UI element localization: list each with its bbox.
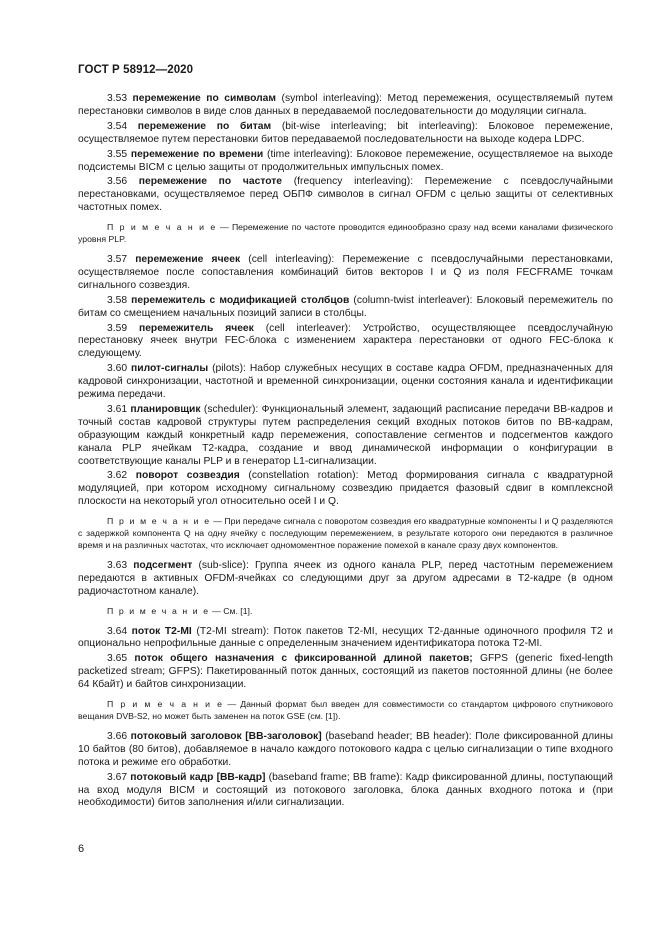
definition-entry: 3.66 потоковый заголовок [BB-заголовок] (baseband header; BB header): Поле фиксированной длины 10 байтов (80 битов), добавляемое в начало каждого потокового кадра с целью сигнализации о типе входного потока и режиме его обработки. bbox=[78, 730, 614, 768]
definition-entry: 3.65 поток общего назначения с фиксированной длиной пакетов; GFPS (generic fixed-length packetized stream; GFPS): Пакетированный поток данных, состоящий из пакетов постоянной длины (не более 64 Кбайт) и байтов синхронизации. bbox=[78, 653, 613, 691]
definition-entry: 3.58 перемежитель с модификацией столбцов (column-twist interleaver): Блоковый перемежитель по битам со смещением начальных позиций записи в столбцы. bbox=[78, 294, 613, 319]
note: П р и м е ч а н и е — При передаче сигнала с поворотом созвездия его квадратурные компоненты I и Q разделяются с задержкой компонента Q на одну ячейку с последующим перемежением, в результате которого они передаются в различное время и на различных частотах, что исключает одномоментное поражение помехой в канале сразу двух компонентов. bbox=[78, 516, 613, 550]
definition-entry: 3.64 поток T2-MI (T2-MI stream): Поток пакетов T2-MI, несущих Т2-данные одиночного профиля Т2 и опционально непрофильные данные с определенным значением идентификатора потока Т2-MI. bbox=[78, 625, 613, 650]
note: П р и м е ч а н и е — Перемежение по частоте проводится единообразно сразу над всеми каналами физического уровня PLP. bbox=[78, 222, 613, 245]
definition-entry: 3.57 перемежение ячеек (cell interleaving): Перемежение с псевдослучайными перестановками, осуществляемое после сопоставления комбинаций битов векторов I и Q из поля FECFRAME точкам сигнального созвездия. bbox=[78, 253, 613, 291]
page-number: 6 bbox=[78, 843, 85, 855]
document-header: ГОСТ Р 58912—2020 bbox=[78, 64, 194, 76]
definition-entry: 3.60 пилот-сигналы (pilots): Набор служебных несущих в составе кадра OFDM, предназначенных для кадровой синхронизации, частотной и временной синхронизации, оценки состояния канала и идентификации режима передачи. bbox=[78, 363, 613, 401]
definition-entry: 3.59 перемежитель ячеек (cell interleaver): Устройство, осуществляющее псевдослучайную перестановку ячеек внутри FEC-блока с изменением характера перестановки от одного FEC-блока к следующему. bbox=[78, 322, 613, 360]
note: П р и м е ч а н и е — См. [1]. bbox=[107, 605, 253, 616]
definition-entry: 3.61 планировщик (scheduler): Функциональный элемент, задающий расписание передачи BB-кадров и точный состав кадровой структуры путем распределения секций входных потоков битов по BB-кадрам, образующим каждый конкретный кадр перемежения, сопоставление сегментов и подсегментов каждого канала PLP ячейкам Т2-кадра, создание и ввод динамической информации о конфигурации в соответствующие каналы PLP и в генератор L1-сигнализации. bbox=[78, 403, 613, 467]
document-body bbox=[78, 93, 613, 812]
definition-entry: 3.56 перемежение по частоте (frequency interleaving): Перемежение с псевдослучайными перестановками, осуществляемое перед ОБПФ символов в сигнал OFDM с целью защиты от селективных частотных помех. bbox=[78, 176, 613, 214]
definition-entry: 3.53 перемежение по символам (symbol interleaving): Метод перемежения, осуществляемый путем перестановки символов в виде слов данных в передаваемой последовательности до модуляции сигнала. bbox=[78, 93, 613, 117]
definition-entry: 3.62 поворот созвездия (constellation rotation): Метод формирования сигнала с квадратурной модуляцией, при котором исходному сигнальному созвездию придается фазовый сдвиг в комплексной плоскости на некоторый угол относительно осей I и Q. bbox=[78, 470, 613, 508]
definition-entry: 3.55 перемежение по времени (time interleaving): Блоковое перемежение, осуществляемое на выходе подсистемы BICM с целью защиты от продолжительных импульсных помех. bbox=[78, 148, 613, 173]
definition-entry: 3.54 перемежение по битам (bit-wise interleaving; bit interleaving): Блоковое перемежение, осуществляемое путем перестановки битов передаваемой последовательности на выходе кодера LDPC. bbox=[78, 120, 613, 145]
definition-entry: 3.63 подсегмент (sub-slice): Группа ячеек из одного канала PLP, перед частотным перемежением передаются в активных OFDM-ячейках со следующими друг за другом адресами в Т2-кадре (в одном радиочастотном канале). bbox=[78, 559, 613, 597]
note: П р и м е ч а н и е — Данный формат был введен для совместимости со стандартом цифрового спутникового вещания DVB-S2, но может быть заменен на поток GSE (см. [1]). bbox=[78, 699, 614, 721]
definition-entry: 3.67 потоковый кадр [BB-кадр] (baseband frame; BB frame): Кадр фиксированной длины, поступающий на вход модуля BICM и состоящий из потокового заголовка, блока данных входного потока и (при необходимости) битов заполнения и/или сигнализации. bbox=[78, 771, 613, 809]
